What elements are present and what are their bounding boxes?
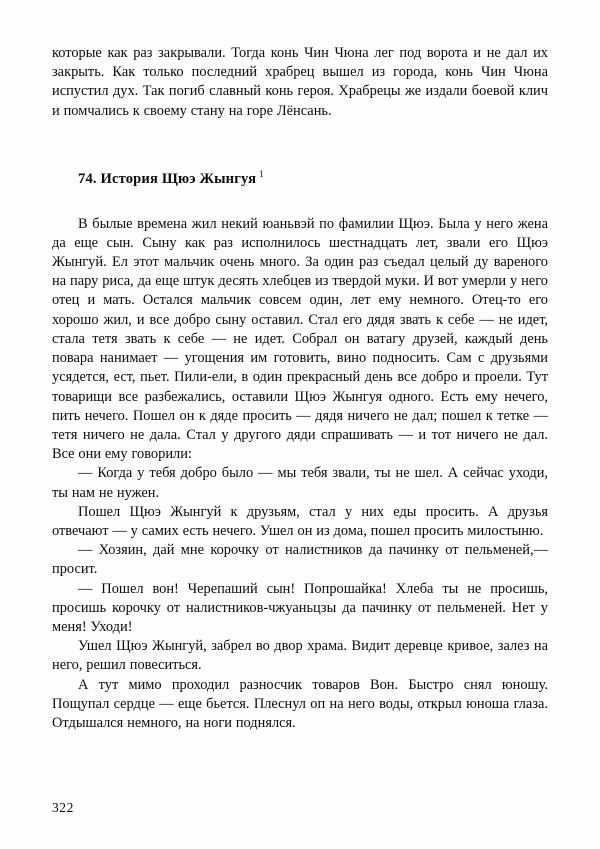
body-paragraph: Ушел Щюэ Жынгуй, забрел во двор храма. Видит деревце кривое, залез на него, решил повеситься. — [52, 638, 548, 674]
section-heading — [52, 165, 548, 189]
body-paragraph: В былые времена жил некий юаньвэй по фамилии Щюэ. Была у него жена да еще сын. Сыну как раз исполнилось шестнадцать лет, звали его Щюэ Жынгуй. Ел этот мальчик очень много. За один раз съедал целый ду вареного на пару риса, да еще штук десять хлебцев из твердой муки. И вот умерли у него отец и мать. Остался мальчик совсем один, лет ему немного. Отец-то его хорошо жил, и все добро сыну оставил. Стал его дядя звать к себе — не идет, стала тетя звать к себе — не идет. Собрал он ватагу друзей, каждый день повара нанимает — угощения им готовить, вино подносить. Сам с друзьями усядется, ест, пьет. Пили-ели, в один прекрасный день все добро и проели. Тут товарищи все разбежались, оставили Щюэ Жынгуя одного. Есть ему нечего, пить нечего. Пошел он к дяде просить — дядя ничего не дал; пошел к тетке — тетя ничего не дала. Стал у другого дяди спрашивать — и тот ничего не дал. Все они ему говорили: — [52, 215, 548, 463]
body-paragraph: — Хозяин, дай мне корочку от налистников да пачинку от пельменей,— просит. — [52, 542, 548, 578]
continued-paragraph: которые как раз закрывали. Тогда конь Чин Чюна лег под ворота и не дал их закрыть. Как только последний храбрец вышел из города, конь Чин Чюна испустил дух. Так погиб славный конь героя. Храбрецы же издали боевой клич и помчались к своему стану на горе Лёнсань. — [52, 45, 548, 119]
heading-spacer-above — [52, 121, 548, 165]
section-title: История Щюэ Жынгуя — [100, 170, 257, 187]
body-paragraph: — Когда у тебя добро было — мы тебя звали, ты не шел. А сейчас уходи, ты нам не нужен. — [52, 465, 548, 501]
page-content — [52, 44, 548, 733]
body-paragraph: Пошел Щюэ Жынгуй к друзьям, стал у них еды просить. А друзья отвечают — у самих есть нечего. Ушел он из дома, пошел просить милостыню. — [52, 503, 548, 539]
footnote-marker: 1 — [259, 168, 264, 179]
body-paragraph: — Пошел вон! Черепаший сын! Попрошайка! Хлеба ты не просишь, просишь корочку от налистников-чжуаньцзы да пачинку от пельменей. Нет у меня! Уходи! — [52, 580, 548, 635]
page-number: 322 — [52, 800, 74, 815]
body-paragraph: А тут мимо проходил разносчик товаров Вон. Быстро снял юношу. Пощупал сердце — еще бьется. Плеснул оп на него воды, открыл юноша глаза. Отдышался немного, на ноги поднялся. — [52, 676, 548, 731]
heading-spacer-below — [52, 189, 548, 215]
section-number: 74. — [78, 170, 97, 187]
